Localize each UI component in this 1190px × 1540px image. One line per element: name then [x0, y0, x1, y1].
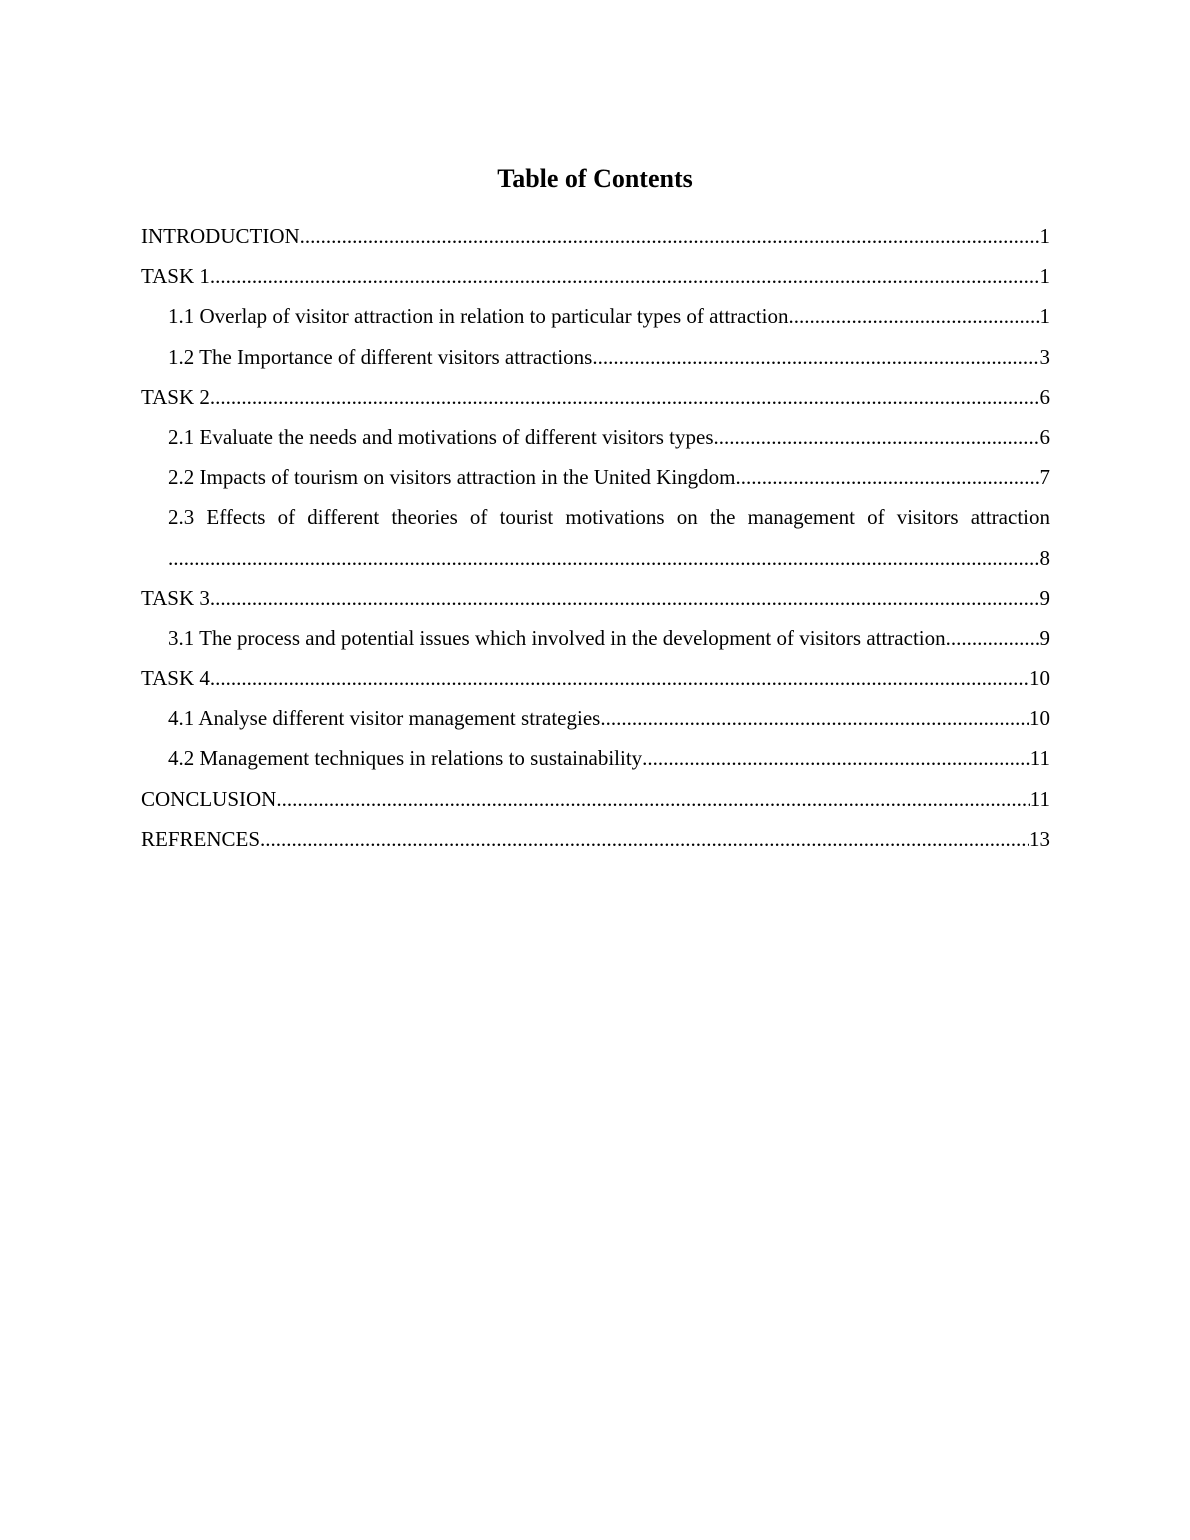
- toc-page-number: 11: [1029, 786, 1050, 811]
- toc-entry-text: INTRODUCTION: [141, 224, 300, 248]
- toc-entry-text: REFRENCES: [141, 826, 261, 851]
- toc-page-number: 6: [1039, 424, 1050, 449]
- toc-page-number: 9: [1039, 585, 1050, 610]
- toc-entry-introduction[interactable]: [141, 216, 1050, 256]
- toc-dot-leader: [642, 738, 1030, 778]
- toc-page-number: 9: [1039, 625, 1050, 650]
- toc-dot-leader: [210, 377, 1040, 417]
- toc-entry-2-2[interactable]: [141, 457, 1050, 497]
- toc-page-number: 10: [1029, 666, 1050, 691]
- toc-entry-4-1[interactable]: [141, 698, 1050, 738]
- toc-dot-leader: [592, 337, 1039, 377]
- toc-entry-task-2[interactable]: [141, 377, 1050, 417]
- toc-dot-leader: [210, 256, 1040, 296]
- toc-dot-leader: [736, 457, 1040, 497]
- toc-entry-1-1[interactable]: [141, 296, 1050, 336]
- toc-dot-leader: [714, 417, 1040, 457]
- toc-dot-leader: [210, 578, 1040, 618]
- toc-entry-continuation: [168, 538, 1050, 578]
- toc-dot-leader: [946, 618, 1040, 658]
- toc-dot-leader: [276, 779, 1029, 819]
- toc-page-number: 11: [1029, 746, 1050, 771]
- toc-dot-leader: [300, 216, 1040, 256]
- toc-entry-conclusion[interactable]: [141, 779, 1050, 819]
- toc-dot-leader: [260, 819, 1029, 859]
- toc-entry-text: TASK 1: [141, 264, 210, 289]
- toc-page-number: 8: [1039, 545, 1050, 570]
- toc-entry-text: 3.1 The process and potential issues which involved in the development of visitors attraction: [168, 625, 946, 650]
- toc-entry-text: 2.3 Effects of different theories of tourist motivations on the management of visitors attraction: [168, 505, 1050, 530]
- toc-entry-4-2[interactable]: [141, 738, 1050, 778]
- toc-entry-refrences[interactable]: [141, 819, 1050, 859]
- toc-page-number: 10: [1029, 706, 1050, 731]
- toc-entry-2-1[interactable]: [141, 417, 1050, 457]
- toc-entry-text: 2.1 Evaluate the needs and motivations of different visitors types: [168, 424, 714, 449]
- toc-entry-1-2[interactable]: [141, 337, 1050, 377]
- toc-entry-text: 1.1 Overlap of visitor attraction in relation to particular types of attraction: [168, 304, 789, 329]
- toc-page-number: 7: [1039, 465, 1050, 490]
- toc-page-number: 3: [1039, 344, 1050, 369]
- toc-dot-leader: [600, 698, 1029, 738]
- toc-page-number: 1: [1039, 304, 1050, 329]
- toc-entry-text: TASK 2: [141, 384, 210, 409]
- toc-entry-text: 4.2 Management techniques in relations to sustainability: [168, 746, 643, 771]
- toc-entry-task-3[interactable]: [141, 578, 1050, 618]
- toc-dot-leader: [788, 296, 1039, 336]
- toc-entry-text: CONCLUSION: [141, 786, 277, 811]
- toc-entry-task-4[interactable]: [141, 658, 1050, 698]
- toc-entry-3-1[interactable]: [141, 618, 1050, 658]
- toc-dot-leader: [168, 538, 1040, 578]
- toc-dot-leader: [210, 658, 1029, 698]
- toc-list: [141, 216, 1050, 859]
- toc-entry-task-1[interactable]: [141, 256, 1050, 296]
- toc-entry-text: TASK 4: [141, 666, 210, 691]
- toc-page-number: 1: [1039, 264, 1050, 289]
- toc-entry-2-3[interactable]: [141, 497, 1050, 577]
- toc-page-number: 13: [1029, 826, 1050, 851]
- toc-entry-text: 1.2 The Importance of different visitors attractions: [168, 344, 593, 369]
- toc-page-number: 6: [1039, 384, 1050, 409]
- toc-title: Table of Contents: [497, 164, 693, 193]
- toc-entry-text: TASK 3: [141, 585, 210, 610]
- toc-page-number: 1: [1039, 224, 1050, 248]
- toc-entry-text: 4.1 Analyse different visitor management strategies: [168, 706, 601, 731]
- toc-entry-text: 2.2 Impacts of tourism on visitors attraction in the United Kingdom: [168, 465, 736, 490]
